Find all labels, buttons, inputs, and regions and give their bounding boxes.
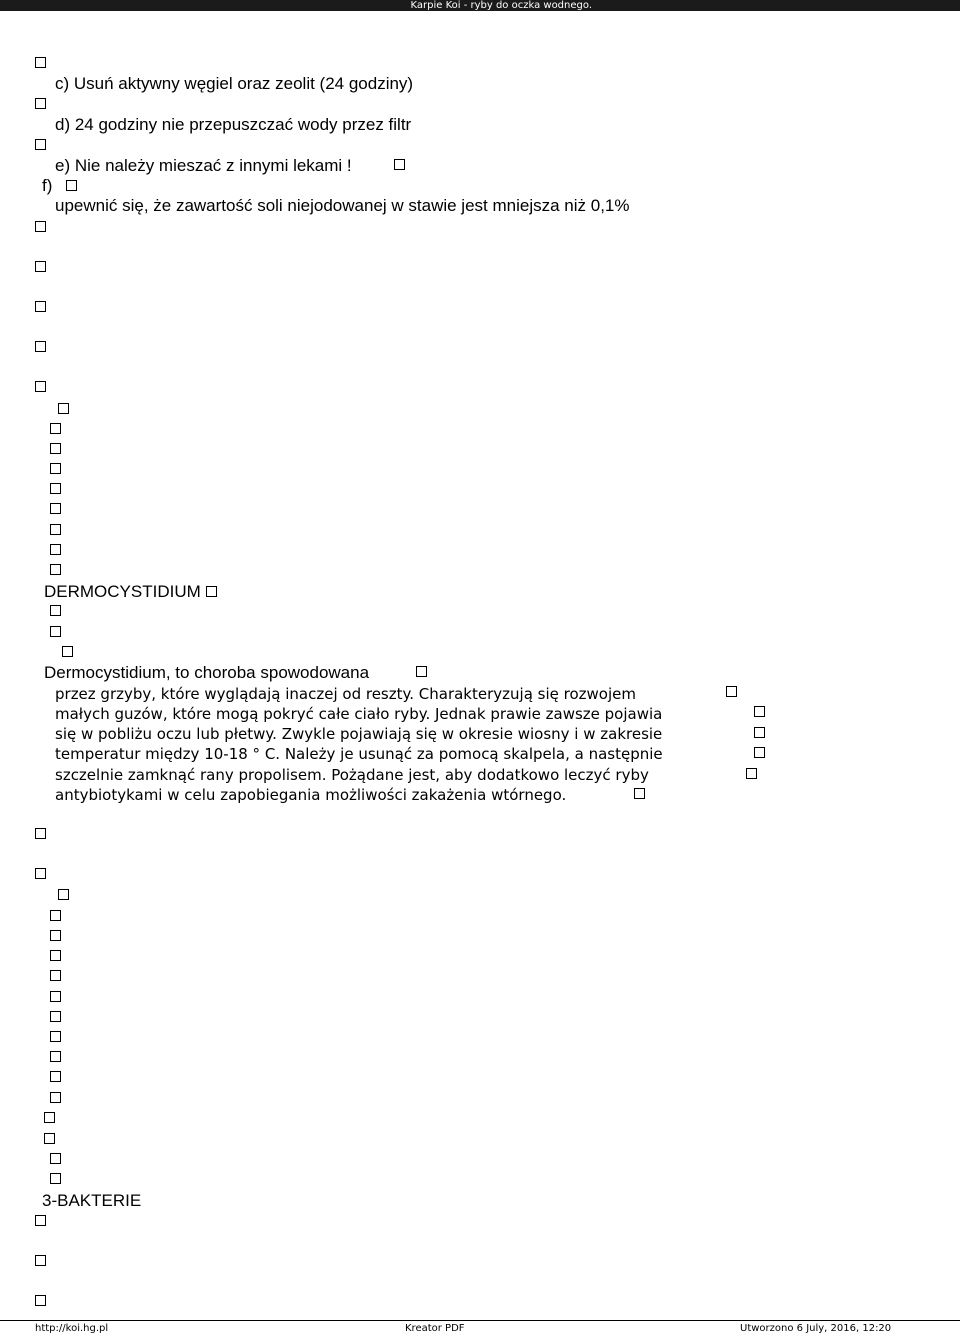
dermo-paragraph-line: małych guzów, które mogą pokryć całe ciało ryby. Jednak prawie zawsze pojawia <box>55 705 663 723</box>
checkbox-icon <box>35 381 46 392</box>
checkbox-icon <box>50 626 61 637</box>
checkbox-icon <box>50 950 61 961</box>
checkbox-icon <box>35 1215 46 1226</box>
checkbox-icon <box>50 930 61 941</box>
checkbox-icon <box>50 1031 61 1042</box>
header-title: Karpie Koi - ryby do oczka wodnego. <box>410 0 592 11</box>
item-d: d) 24 godziny nie przepuszczać wody przez filtr <box>55 115 412 134</box>
checkbox-icon <box>50 524 61 535</box>
checkbox-icon <box>50 1092 61 1103</box>
checkbox-icon <box>35 828 46 839</box>
checkbox-icon <box>50 1173 61 1184</box>
checkbox-icon <box>50 1153 61 1164</box>
checkbox-icon <box>44 1112 55 1123</box>
item-e: e) Nie należy mieszać z innymi lekami ! <box>55 156 352 175</box>
checkbox-icon <box>50 991 61 1002</box>
checkbox-icon <box>58 403 69 414</box>
checkbox-icon <box>50 970 61 981</box>
checkbox-icon <box>50 605 61 616</box>
checkbox-icon <box>50 423 61 434</box>
footer-creator: Kreator PDF <box>405 1323 465 1334</box>
dermo-paragraph-line: temperatur między 10-18 ° C. Należy je usunąć za pomocą skalpela, a następnie <box>55 745 663 763</box>
checkbox-icon <box>35 57 46 68</box>
dermo-paragraph-line: się w pobliżu oczu lub płetwy. Zwykle pojawiają się w okresie wiosny i w zakresie <box>55 725 663 743</box>
checkbox-icon <box>50 463 61 474</box>
item-f-label: f) <box>42 176 53 195</box>
item-c: c) Usuń aktywny węgiel oraz zeolit (24 godziny) <box>55 74 414 93</box>
footer-created: Utworzono 6 July, 2016, 12:20 <box>740 1323 892 1334</box>
footer-url: http://koi.hg.pl <box>35 1323 109 1334</box>
checkbox-icon <box>50 564 61 575</box>
section-heading-bakterie: 3-BAKTERIE <box>42 1191 142 1210</box>
checkbox-icon <box>66 180 77 191</box>
checkbox-icon <box>634 788 645 799</box>
checkbox-icon <box>394 159 405 170</box>
checkbox-icon <box>50 910 61 921</box>
checkbox-icon <box>754 706 765 717</box>
checkbox-icon <box>35 139 46 150</box>
checkbox-icon <box>746 768 757 779</box>
dermo-paragraph-line: Dermocystidium, to choroba spowodowana <box>44 663 370 682</box>
checkbox-icon <box>44 1133 55 1144</box>
checkbox-icon <box>50 544 61 555</box>
item-f-text: upewnić się, że zawartość soli niejodowanej w stawie jest mniejsza niż 0,1% <box>55 196 630 215</box>
checkbox-icon <box>35 98 46 109</box>
checkbox-icon <box>62 646 73 657</box>
checkbox-icon <box>35 868 46 879</box>
checkbox-icon <box>35 221 46 232</box>
checkbox-icon <box>754 747 765 758</box>
checkbox-icon <box>50 483 61 494</box>
checkbox-icon <box>726 686 737 697</box>
footer-divider <box>0 1320 960 1321</box>
checkbox-icon <box>35 1255 46 1266</box>
checkbox-icon <box>50 1071 61 1082</box>
checkbox-icon <box>50 1011 61 1022</box>
checkbox-icon <box>35 261 46 272</box>
checkbox-icon <box>35 341 46 352</box>
dermo-paragraph-line: przez grzyby, które wyglądają inaczej od reszty. Charakteryzują się rozwojem <box>55 685 636 703</box>
checkbox-icon <box>50 1051 61 1062</box>
checkbox-icon <box>35 1295 46 1306</box>
checkbox-icon <box>50 503 61 514</box>
dermo-paragraph-line: szczelnie zamknąć rany propolisem. Pożądane jest, aby dodatkowo leczyć ryby <box>55 766 649 784</box>
checkbox-icon <box>754 727 765 738</box>
checkbox-icon <box>206 586 217 597</box>
checkbox-icon <box>58 889 69 900</box>
checkbox-icon <box>50 443 61 454</box>
section-heading-dermocystidium: DERMOCYSTIDIUM <box>44 582 201 601</box>
checkbox-icon <box>416 666 427 677</box>
dermo-paragraph-line: antybiotykami w celu zapobiegania możliwości zakażenia wtórnego. <box>55 786 567 804</box>
checkbox-icon <box>35 301 46 312</box>
